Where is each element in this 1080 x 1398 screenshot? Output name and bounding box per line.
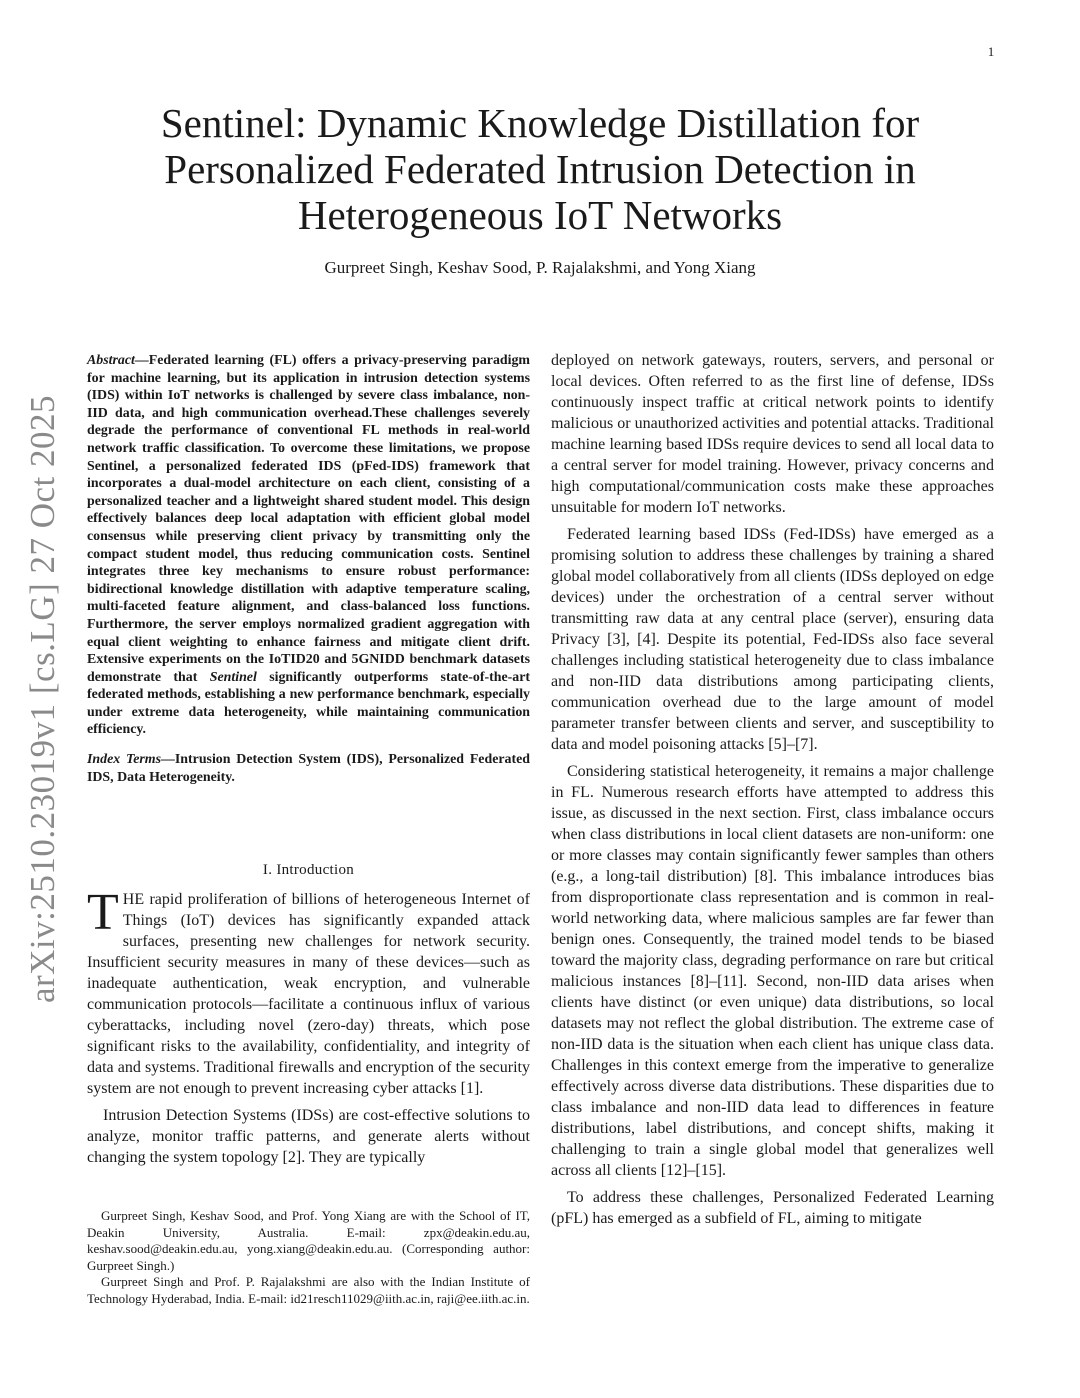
abstract-section: [87, 352, 530, 786]
drop-cap: T: [87, 884, 119, 941]
page-number: 1: [987, 44, 995, 59]
right-column-body: [551, 350, 994, 1229]
author-list: Gurpreet Singh, Keshav Sood, P. Rajalakshmi, and Yong Xiang: [324, 258, 756, 277]
intro-paragraph-1: [87, 884, 530, 1099]
index-terms: [87, 751, 530, 786]
abstract-text: Federated learning (FL) offers a privacy-preserving paradigm for machine learning, but its application in intrusion detection systems (IDS) within IoT networks is challenged by severe class imbalance, non-IID data, and high communication overhead.These challenges severely degrade the performance of conventional FL methods in real-world network traffic classification. To overcome these limitations, we propose Sentinel, a personalized federated IDS (pFed-IDS) framework that incorporates a dual-model architecture on each client, consisting of a personalized teacher and a lightweight shared student model. This design effectively balances deep local adaptation with efficient global model consensus while preserving client privacy by transmitting only the compact student model, thus reducing communication costs. Sentinel integrates three key mechanisms to ensure robust performance: bidirectional knowledge distillation with adaptive temperature scaling, multi-faceted feature alignment, and class-balanced loss functions. Furthermore, the server employs normalized gradient aggregation with equal client weighting to enhance fairness and mitigate client drift. Extensive experiments on the IoTID20 and 5GNIDD benchmark datasets demonstrate that: [87, 353, 530, 685]
introduction-body: [87, 884, 530, 1168]
abstract-italic-name: Sentinel: [209, 669, 257, 685]
right-paragraph-4: To address these challenges, Personalized Federated Learning (pFL) has emerged as a subfield of FL, aiming to mitigate: [551, 1189, 994, 1227]
footnotes: [87, 1208, 530, 1308]
right-paragraph-1: deployed on network gateways, routers, servers, and personal or local devices. Often referred to as the first line of defense, IDSs continuously inspect traffic at critical network points to identify malicious or unauthorized activities and potential attacks. Traditional machine learning based IDSs require devices to send all local data to a central server for model training. However, privacy concerns and high computational/communication costs make these approaches unsuitable for modern IoT networks.: [551, 352, 994, 516]
abstract: [87, 352, 530, 739]
intro-paragraph-1-text: HE rapid proliferation of billions of heterogeneous Internet of Things (IoT) devices has significantly expanded attack surfaces, presenting new challenges for network security. Insufficient security measures in many of these devices—such as inadequate authentication, weak encryption, and vulnerable communication protocols—facilitate a continuous influx of various cyberattacks, including novel (zero-day) threats, which pose significant risks to the availability, confidentiality, and integrity of data and systems. Traditional firewalls and encryption of the security system are not enough to prevent increasing cyber attacks [1].: [87, 891, 530, 1097]
index-terms-text: Intrusion Detection System (IDS), Personalized Federated IDS, Data Heterogeneity.: [87, 752, 530, 785]
arxiv-identifier[interactable]: arXiv:2510.23019v1 [cs.LG] 27 Oct 2025: [23, 394, 62, 1004]
right-paragraph-2: Federated learning based IDSs (Fed-IDSs) have emerged as a promising solution to address these challenges by training a shared global model collaboratively from all clients (IDSs deployed on edge devices) under the orchestration of a central server without transmitting raw data at any central place (server), ensuring data Privacy [3], [4]. Despite its potential, Fed-IDSs also face several challenges including statistical heterogeneity due to class imbalance and non-IID data distributions among participating clients, communication overhead due to the large amount of model parameter transfer between clients and server, and susceptibility to data and model poisoning attacks [5]–[7].: [551, 526, 994, 753]
footnote-affiliation-2: Gurpreet Singh and Prof. P. Rajalakshmi are also with the Indian Institute of Technology Hyderabad, India. E-mail: id21resch11029@iith.ac.in, raji@ee.iith.ac.in.: [87, 1274, 530, 1306]
abstract-label: Abstract—: [87, 353, 149, 368]
intro-paragraph-2: Intrusion Detection Systems (IDSs) are cost-effective solutions to analyze, monitor traffic patterns, and generate alerts without changing the system topology [2]. They are typically: [87, 1107, 530, 1166]
abstract-text-end: significantly outperforms state-of-the-art federated methods, establishing a new performance benchmark, especially under extreme data heterogeneity, while maintaining communication efficiency.: [87, 669, 531, 738]
right-paragraph-3: Considering statistical heterogeneity, it remains a major challenge in FL. Numerous research efforts have attempted to address this issue, as discussed in the next section. First, class imbalance occurs when class distributions in local client datasets are non-uniform: one or more classes may contain significantly fewer samples than others (e.g., a long-tail distribution) [8]. This imbalance introduces bias from disproportionate class representation and is common in real-world networking data, where malicious samples are far fewer than benign ones. Consequently, the trained model tends to be biased toward the majority class, degrading performance on rare but critical malicious instances [8]–[11]. Second, non-IID data arises when clients have distinct (or even unique) data distributions, so local datasets may not reflect the global distribution. The extreme case of non-IID data is the situation when each client has unique class data. Challenges in this context emerge from the imperative to generalize effectively across diverse data distributions. These disparities due to class imbalance and non-IID data lead to differences in feature distributions, label distributions, and concept shifts, making it challenging to train a single global model that generalizes well across all clients [12]–[15].: [551, 763, 994, 1179]
paper-title: Sentinel: Dynamic Knowledge Distillation for Personalized Federated Intrusion Detection in Heterogeneous IoT Networks: [160, 100, 920, 238]
section-heading-introduction: I. Introduction: [262, 862, 355, 878]
footnote-affiliation-1: Gurpreet Singh, Keshav Sood, and Prof. Yong Xiang are with the School of IT, Deakin University, Australia. E-mail: zpx@deakin.edu.au, keshav.sood@deakin.edu.au, yong.xiang@deakin.edu.au. (Corresponding author: Gurpreet Singh.): [87, 1208, 530, 1273]
index-terms-label: Index Terms—: [87, 752, 175, 768]
